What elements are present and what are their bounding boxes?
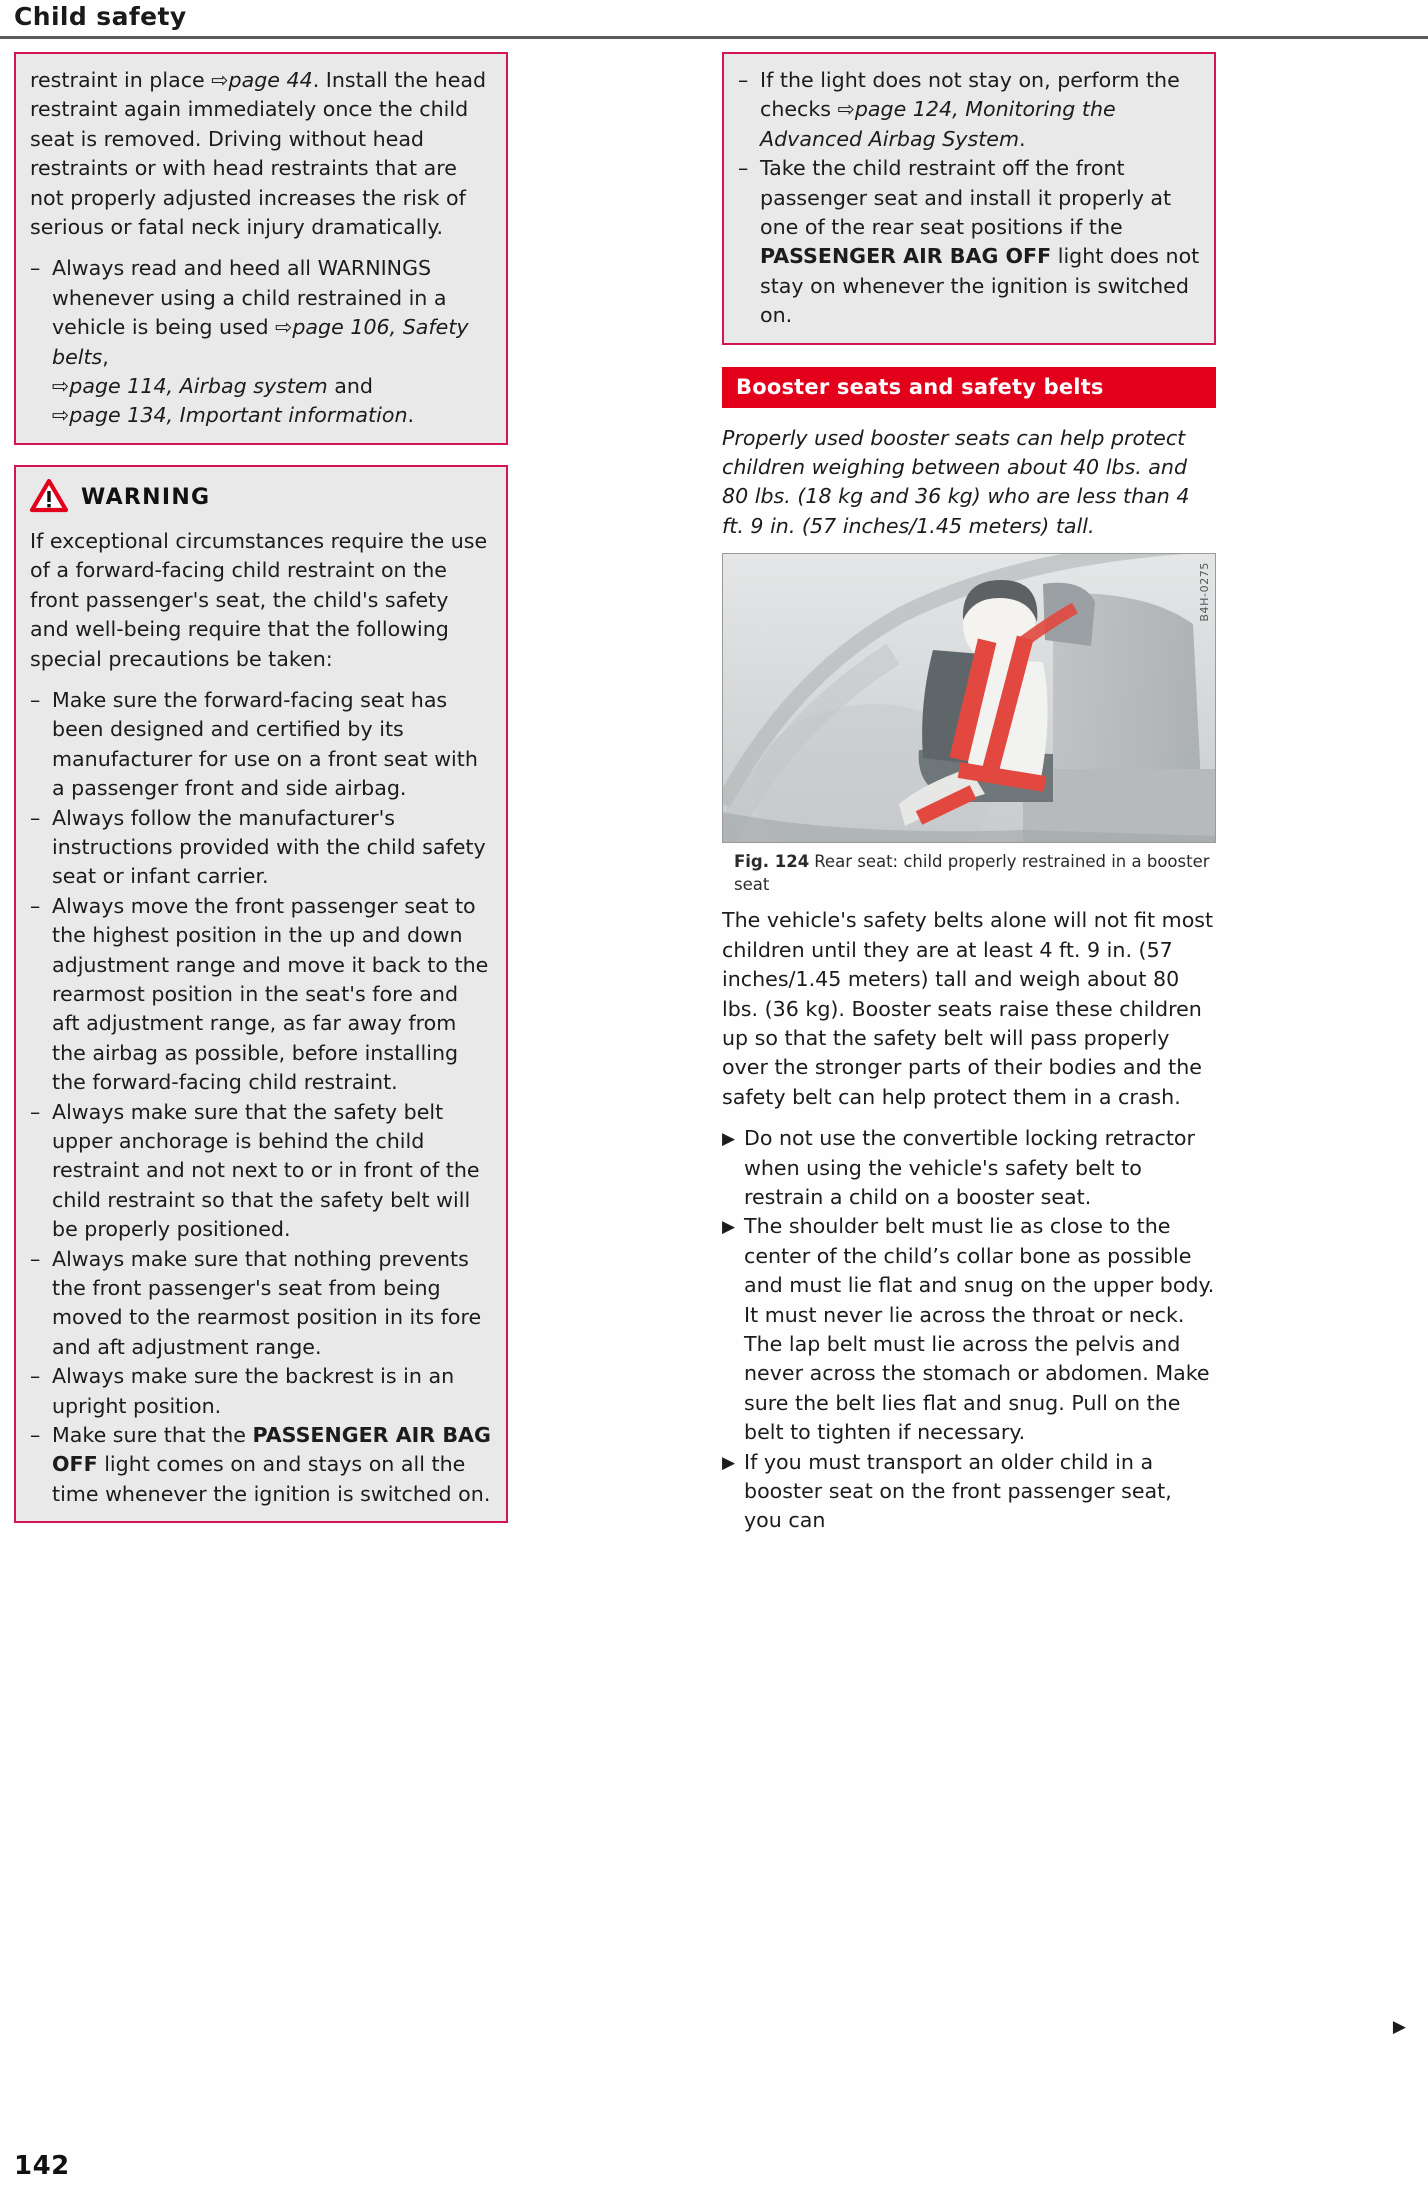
warning-item-list	[30, 686, 492, 1509]
dash-marker-icon: –	[738, 156, 749, 181]
list-item-text: Always move the front passenger seat to the highest position in the up and down adjustment range and move it back to the rearmost position in the seat's fore and aft adjustment range, as far away from the airbag as possible, before installing the forward-facing child restraint.	[52, 893, 489, 1095]
list-item-text: If you must transport an older child in a booster seat on the front passenger seat, you can	[744, 1449, 1172, 1533]
note-lead-pre: restraint in place	[30, 68, 212, 92]
cross-reference-link[interactable]: page 114, Airbag system	[69, 374, 328, 399]
section-intro-paragraph: Properly used booster seats can help protect children weighing between about 40 lbs. and 80 lbs. (18 kg and 36 kg) who are less than 4 ft. 9 in. (57 inches/1.45 meters) tall.	[722, 425, 1190, 538]
cross-reference-link[interactable]: page 134, Important information	[69, 403, 408, 428]
cross-reference-link[interactable]: page 44	[228, 68, 313, 92]
list-item-tail: .	[1019, 126, 1026, 151]
list-item-post: light comes on and stays on all the time whenever the ignition is switched on.	[52, 1452, 491, 1506]
warning-continued-list	[738, 66, 1200, 331]
dash-marker-icon: –	[30, 1246, 41, 1271]
note-item-list	[30, 254, 492, 430]
list-item-text: Always follow the manufacturer's instructions provided with the child safety seat or infant carrier.	[52, 805, 486, 889]
cross-reference-link[interactable]: page 106, Safety belts	[52, 315, 469, 369]
indicator-label-passenger-airbag-off: PASSENGER AIR BAG OFF	[52, 1423, 491, 1477]
note-lead-paragraph	[30, 66, 492, 242]
list-item-text: Always make sure the backrest is in an upright position.	[52, 1364, 455, 1418]
note-box-continued	[14, 52, 508, 445]
list-item	[30, 1421, 492, 1509]
figure-image	[722, 553, 1216, 843]
figure-booster-seat	[722, 553, 1216, 896]
dash-marker-icon: –	[30, 1364, 41, 1389]
list-item-text: Always make sure that the safety belt upper anchorage is behind the child restraint and not next to or in front of the child restraint so that the safety belt will be properly positioned.	[52, 1099, 480, 1242]
list-item	[30, 804, 492, 892]
left-column	[14, 52, 508, 1543]
ref-arrow-icon: ⇨	[52, 374, 70, 399]
warning-box-continued	[722, 52, 1216, 345]
list-item	[30, 1362, 492, 1421]
list-item	[30, 1098, 492, 1245]
list-item-text: Always make sure that nothing prevents the front passenger's seat from being moved to the rearmost position in its fore and aft adjustment range.	[52, 1246, 482, 1359]
dash-marker-icon: –	[30, 893, 41, 918]
figure-caption-number: Fig. 124	[734, 852, 810, 872]
list-item	[738, 66, 1200, 154]
figure-caption	[722, 850, 1216, 896]
warning-box-header	[30, 479, 492, 517]
section-heading-banner: Booster seats and safety belts	[722, 367, 1216, 408]
list-item	[738, 154, 1200, 330]
dash-marker-icon: –	[30, 1099, 41, 1124]
warning-triangle-icon	[30, 479, 68, 517]
note-lead-post: . Install the head restraint again immediately once the child seat is removed. Driving without head restraints or with head restraints that are not properly adjusted increases the risk of serious or fatal neck injury dramatically.	[30, 68, 487, 240]
cross-reference-link[interactable]: page 124, Monitoring the Advanced Airbag System	[760, 97, 1116, 151]
list-item-joiner: and	[327, 374, 373, 399]
continuation-arrow-icon: ▶	[1392, 2017, 1406, 2037]
list-item-text: Make sure the forward-facing seat has been designed and certified by its manufacturer for use on a front seat with a passenger front and side airbag.	[52, 687, 478, 801]
ref-arrow-icon: ⇨	[275, 315, 293, 340]
indicator-label-passenger-airbag-off: PASSENGER AIR BAG OFF	[760, 244, 1052, 269]
list-item-pre: Always read and heed all WARNINGS whenever using a child restrained in a vehicle is being used	[52, 256, 447, 340]
list-item	[722, 1448, 1216, 1536]
instruction-bullet-list	[722, 1124, 1216, 1536]
list-item-pre: Make sure that the	[52, 1423, 253, 1448]
body-paragraph: The vehicle's safety belts alone will not fit most children until they are at least 4 ft. 9 in. (57 inches/1.45 meters) tall and weigh about 80 lbs. (36 kg). Booster seats raise these children up so that the safety belt will pass properly over the stronger parts of their bodies and the safety belt can help protect them in a crash.	[722, 908, 1214, 1109]
list-item	[30, 892, 492, 1098]
warning-intro: If exceptional circumstances require the use of a forward-facing child restraint on the front passenger's seat, the child's safety and well-being require that the following special precautions be taken:	[30, 528, 488, 671]
ref-arrow-icon: ⇨	[837, 97, 855, 122]
page-number: 142	[14, 2151, 70, 2181]
dash-marker-icon: –	[30, 256, 41, 281]
list-item	[30, 686, 492, 804]
list-item	[722, 1124, 1216, 1212]
dash-marker-icon: –	[30, 687, 41, 712]
triangle-bullet-icon: ▶	[722, 1217, 736, 1238]
dash-marker-icon: –	[30, 1423, 41, 1448]
warning-title: WARNING	[81, 485, 211, 511]
ref-arrow-icon: ⇨	[211, 68, 229, 92]
header-rule	[0, 36, 1428, 39]
triangle-bullet-icon: ▶	[722, 1129, 736, 1150]
list-item-tail: .	[407, 403, 415, 428]
ref-arrow-icon: ⇨	[52, 403, 70, 428]
dash-marker-icon: –	[30, 805, 41, 830]
list-item	[30, 1245, 492, 1363]
figure-caption-text: Rear seat: child properly restrained in a booster seat	[734, 852, 1210, 895]
warning-box	[14, 465, 508, 1523]
page-title: Child safety	[14, 2, 187, 31]
triangle-bullet-icon: ▶	[722, 1452, 736, 1473]
list-item-text: The shoulder belt must lie as close to the center of the child’s collar bone as possible and must lie flat and snug on the upper body. It must never lie across the throat or neck. The lap belt must lie across the pelvis and never across the stomach or abdomen. Make sure the belt lies flat and snug. Pull on the belt to tighten if necessary.	[744, 1214, 1215, 1445]
list-item-pre: Take the child restraint off the front passenger seat and install it properly at one of the rear seat positions if the	[760, 156, 1172, 240]
right-column	[722, 52, 1216, 1536]
dash-marker-icon: –	[738, 68, 749, 92]
figure-id-code: B4H-0275	[1198, 562, 1211, 622]
list-item-text: Do not use the convertible locking retractor when using the vehicle's safety belt to restrain a child on a booster seat.	[744, 1126, 1195, 1209]
list-item-pre: If the light does not stay on, perform the checks	[760, 68, 1180, 122]
list-item-post: light does not stay on whenever the ignition is switched on.	[760, 244, 1200, 328]
list-item: – Always read and heed all WARNINGS whenever using a child restrained in a vehicle is being used ⇨page 106, Safety belts, ⇨page 114, Airbag system and ⇨page 134, Important information.	[30, 256, 469, 428]
list-item	[722, 1212, 1216, 1447]
